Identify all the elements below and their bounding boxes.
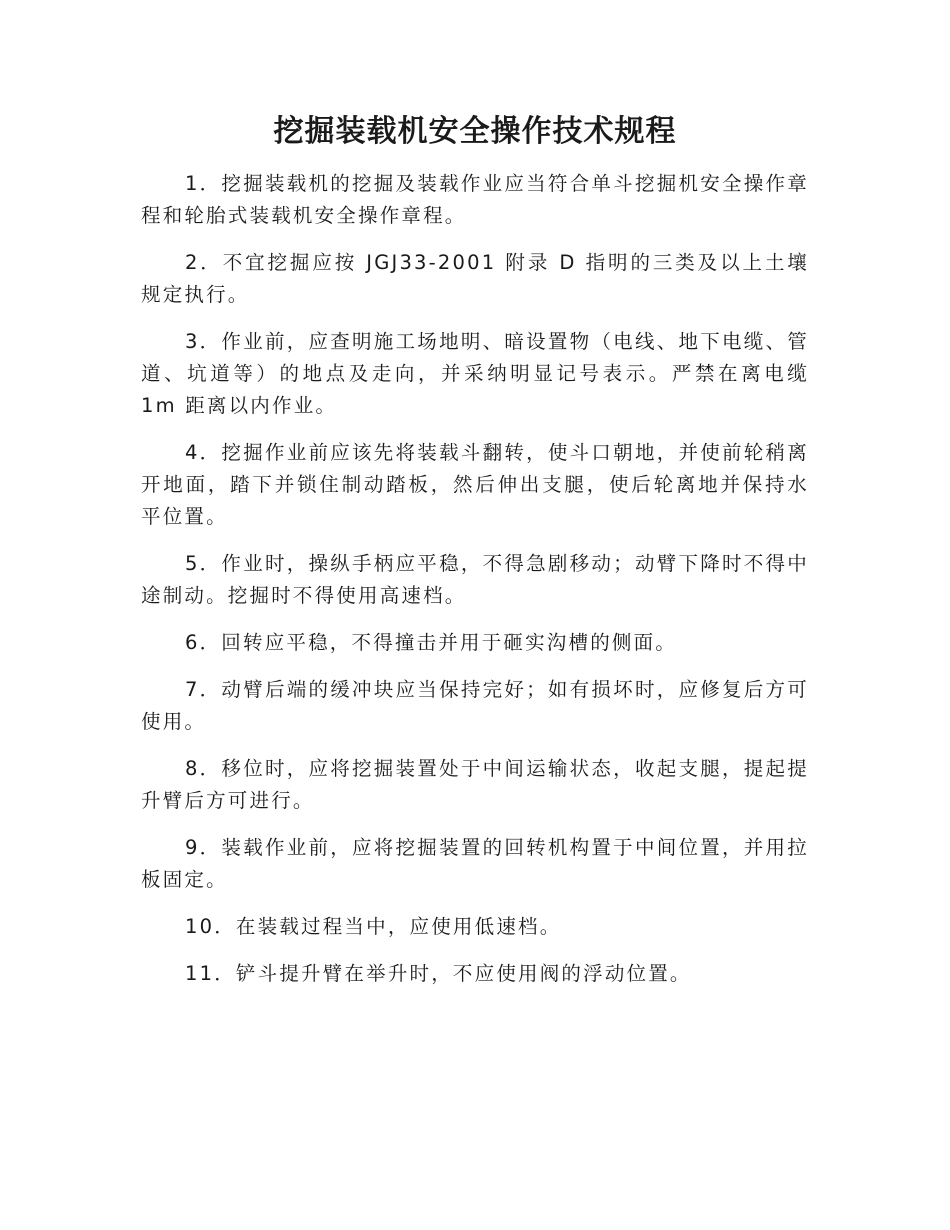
paragraph-9: 9．装载作业前，应将挖掘装置的回转机构置于中间位置，并用拉板固定。 xyxy=(141,836,809,891)
paragraph-2: 2．不宜挖掘应按 JGJ33-2001 附录 D 指明的三类及以上土壤规定执行。 xyxy=(141,251,809,306)
paragraph-10: 10．在装载过程当中，应使用低速档。 xyxy=(185,915,562,938)
paragraph-11: 11．铲斗提升臂在举升时，不应使用阀的浮动位置。 xyxy=(185,962,692,985)
document-body xyxy=(141,168,809,1005)
document-title: 挖掘装载机安全操作技术规程 xyxy=(273,114,677,149)
paragraph-3: 3．作业前，应查明施工场地明、暗设置物（电线、地下电缆、管道、坑道等）的地点及走向，并采纳明显记号表示。严禁在离电缆 1m 距离以内作业。 xyxy=(141,330,809,417)
paragraph-4: 4．挖掘作业前应该先将装载斗翻转，使斗口朝地，并使前轮稍离开地面，踏下并锁住制动踏板，然后伸出支腿，使后轮离地并保持水平位置。 xyxy=(141,441,809,528)
paragraph-7: 7．动臂后端的缓冲块应当保持完好；如有损坏时，应修复后方可使用。 xyxy=(141,678,809,733)
paragraph-8: 8．移位时，应将挖掘装置处于中间运输状态，收起支腿，提起提升臂后方可进行。 xyxy=(141,757,809,812)
paragraph-5: 5．作业时，操纵手柄应平稳，不得急剧移动；动臂下降时不得中途制动。挖掘时不得使用高速档。 xyxy=(141,552,809,607)
paragraph-1: 1．挖掘装载机的挖掘及装载作业应当符合单斗挖掘机安全操作章程和轮胎式装载机安全操作章程。 xyxy=(141,172,809,227)
paragraph-6: 6．回转应平稳，不得撞击并用于砸实沟槽的侧面。 xyxy=(185,631,678,654)
